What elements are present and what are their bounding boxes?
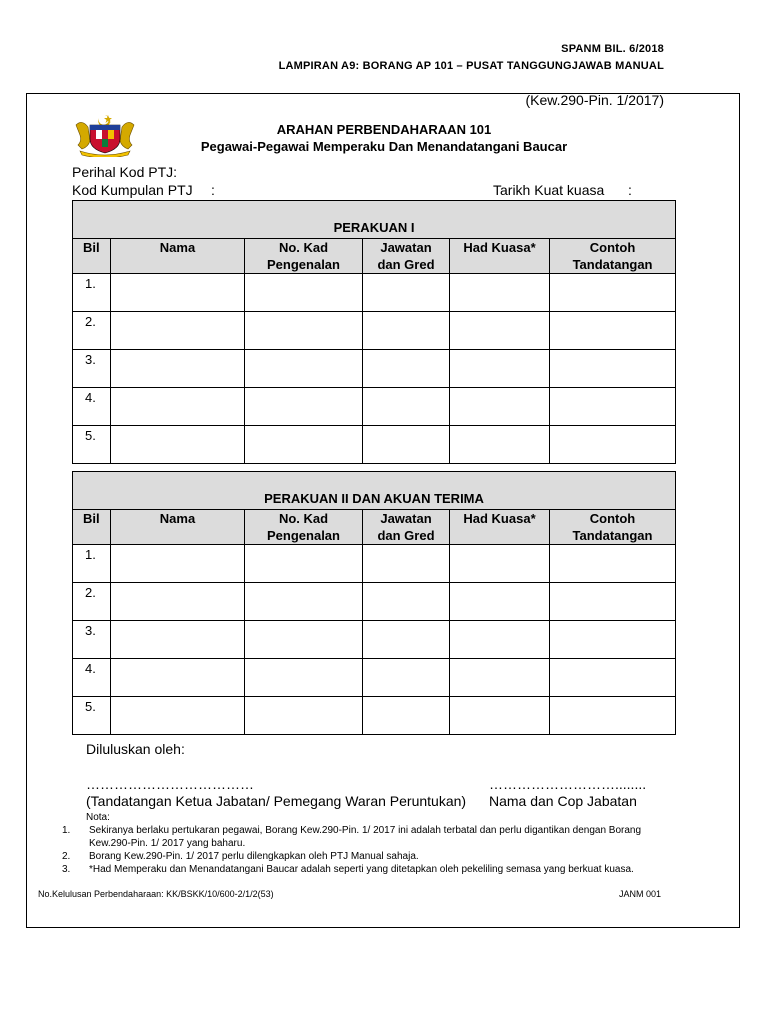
kod-kumpulan-ptj-label: Kod Kumpulan PTJ xyxy=(72,182,193,198)
nama-cell[interactable] xyxy=(111,659,245,697)
jawatan-cell[interactable] xyxy=(363,426,450,464)
tarikh-kuat-kuasa-label: Tarikh Kuat kuasa xyxy=(493,182,605,198)
had-kuasa-cell[interactable] xyxy=(450,388,550,426)
column-header-bil: Bil xyxy=(73,239,111,274)
row-number: 5. xyxy=(73,426,111,464)
tandatangan-cell[interactable] xyxy=(550,388,676,426)
column-header-had-kuasa: Had Kuasa* xyxy=(450,510,550,545)
note-number: 1. xyxy=(62,825,71,836)
had-kuasa-cell[interactable] xyxy=(450,621,550,659)
no-kad-cell[interactable] xyxy=(245,274,363,312)
table-row xyxy=(73,350,676,388)
row-number: 5. xyxy=(73,697,111,735)
nama-cell[interactable] xyxy=(111,350,245,388)
table-row xyxy=(73,388,676,426)
nama-cell[interactable] xyxy=(111,545,245,583)
note-text: Borang Kew.290-Pin. 1/ 2017 perlu dilengkapkan oleh PTJ Manual sahaja. xyxy=(89,851,419,862)
tandatangan-cell[interactable] xyxy=(550,274,676,312)
no-kad-cell[interactable] xyxy=(245,621,363,659)
tandatangan-cell[interactable] xyxy=(550,545,676,583)
nama-cell[interactable] xyxy=(111,621,245,659)
row-number: 1. xyxy=(73,274,111,312)
kod-kumpulan-colon: : xyxy=(211,182,215,198)
no-kad-cell[interactable] xyxy=(245,312,363,350)
table-title: PERAKUAN II DAN AKUAN TERIMA xyxy=(73,472,676,510)
column-header-contoh-tandatangan: Contoh Tandatangan xyxy=(550,239,676,274)
column-header-no-kad: No. Kad Pengenalan xyxy=(245,239,363,274)
row-number: 1. xyxy=(73,545,111,583)
row-number: 4. xyxy=(73,388,111,426)
perakuan-1-table xyxy=(72,200,676,464)
signature-line: ……………………………… xyxy=(86,776,254,792)
jawatan-cell[interactable] xyxy=(363,545,450,583)
no-kad-cell[interactable] xyxy=(245,388,363,426)
jawatan-cell[interactable] xyxy=(363,659,450,697)
nama-cell[interactable] xyxy=(111,426,245,464)
table-row xyxy=(73,697,676,735)
table-row xyxy=(73,426,676,464)
had-kuasa-cell[interactable] xyxy=(450,274,550,312)
no-kad-cell[interactable] xyxy=(245,659,363,697)
jawatan-cell[interactable] xyxy=(363,388,450,426)
document-reference: SPANM BIL. 6/2018 xyxy=(561,43,664,55)
jawatan-cell[interactable] xyxy=(363,350,450,388)
column-header-jawatan: Jawatan dan Gred xyxy=(363,510,450,545)
jawatan-cell[interactable] xyxy=(363,621,450,659)
table-row xyxy=(73,312,676,350)
note-text-continued: Kew.290-Pin. 1/ 2017 yang baharu. xyxy=(89,838,246,849)
nama-cell[interactable] xyxy=(111,388,245,426)
had-kuasa-cell[interactable] xyxy=(450,659,550,697)
tandatangan-cell[interactable] xyxy=(550,312,676,350)
row-number: 3. xyxy=(73,350,111,388)
column-header-jawatan: Jawatan dan Gred xyxy=(363,239,450,274)
tarikh-colon: : xyxy=(628,182,632,198)
had-kuasa-cell[interactable] xyxy=(450,350,550,388)
column-header-nama: Nama xyxy=(111,510,245,545)
tandatangan-cell[interactable] xyxy=(550,659,676,697)
tandatangan-cell[interactable] xyxy=(550,583,676,621)
form-code: (Kew.290-Pin. 1/2017) xyxy=(525,92,664,108)
table-row xyxy=(73,659,676,697)
row-number: 3. xyxy=(73,621,111,659)
jawatan-cell[interactable] xyxy=(363,583,450,621)
perihal-kod-ptj-label: Perihal Kod PTJ: xyxy=(72,164,178,180)
no-kad-cell[interactable] xyxy=(245,426,363,464)
had-kuasa-cell[interactable] xyxy=(450,426,550,464)
stamp-caption: Nama dan Cop Jabatan xyxy=(489,793,637,809)
column-header-had-kuasa: Had Kuasa* xyxy=(450,239,550,274)
nama-cell[interactable] xyxy=(111,312,245,350)
table-row xyxy=(73,621,676,659)
table-row xyxy=(73,545,676,583)
tandatangan-cell[interactable] xyxy=(550,350,676,388)
form-title: ARAHAN PERBENDAHARAAN 101 xyxy=(276,122,492,137)
lampiran-title: LAMPIRAN A9: BORANG AP 101 – PUSAT TANGGUNGJAWAB MANUAL xyxy=(278,60,664,72)
had-kuasa-cell[interactable] xyxy=(450,697,550,735)
form-subtitle: Pegawai-Pegawai Memperaku Dan Menandatangani Baucar xyxy=(200,139,568,154)
diluluskan-oleh-label: Diluluskan oleh: xyxy=(86,741,185,757)
jawatan-cell[interactable] xyxy=(363,697,450,735)
column-header-contoh-tandatangan: Contoh Tandatangan xyxy=(550,510,676,545)
note-text: Sekiranya berlaku pertukaran pegawai, Borang Kew.290-Pin. 1/ 2017 ini adalah terbatal dan perlu digantikan dengan Borang xyxy=(89,825,642,836)
no-kad-cell[interactable] xyxy=(245,697,363,735)
tandatangan-cell[interactable] xyxy=(550,697,676,735)
nama-cell[interactable] xyxy=(111,697,245,735)
no-kad-cell[interactable] xyxy=(245,545,363,583)
jawatan-cell[interactable] xyxy=(363,274,450,312)
form-footer-code: JANM 001 xyxy=(619,889,662,899)
row-number: 4. xyxy=(73,659,111,697)
column-header-bil: Bil xyxy=(73,510,111,545)
had-kuasa-cell[interactable] xyxy=(450,583,550,621)
notes-heading: Nota: xyxy=(86,812,110,823)
signature-caption: (Tandatangan Ketua Jabatan/ Pemegang Waran Peruntukan) xyxy=(86,793,467,809)
stamp-line: ………………………........ xyxy=(489,776,647,792)
row-number: 2. xyxy=(73,583,111,621)
no-kad-cell[interactable] xyxy=(245,350,363,388)
table-title: PERAKUAN I xyxy=(73,201,676,239)
note-number: 2. xyxy=(62,851,71,862)
row-number: 2. xyxy=(73,312,111,350)
had-kuasa-cell[interactable] xyxy=(450,545,550,583)
no-kad-cell[interactable] xyxy=(245,583,363,621)
table-row xyxy=(73,274,676,312)
table-row xyxy=(73,583,676,621)
nama-cell[interactable] xyxy=(111,274,245,312)
tandatangan-cell[interactable] xyxy=(550,426,676,464)
had-kuasa-cell[interactable] xyxy=(450,312,550,350)
note-number: 3. xyxy=(62,864,71,875)
note-text: *Had Memperaku dan Menandatangani Baucar adalah seperti yang ditetapkan oleh pekeliling semasa yang berkuat kuasa. xyxy=(89,864,634,875)
column-header-nama: Nama xyxy=(111,239,245,274)
approval-number: No.Kelulusan Perbendaharaan: KK/BSKK/10/600-2/1/2(53) xyxy=(38,889,274,899)
nama-cell[interactable] xyxy=(111,583,245,621)
tandatangan-cell[interactable] xyxy=(550,621,676,659)
jawatan-cell[interactable] xyxy=(363,312,450,350)
column-header-no-kad: No. Kad Pengenalan xyxy=(245,510,363,545)
perakuan-2-table xyxy=(72,471,676,735)
